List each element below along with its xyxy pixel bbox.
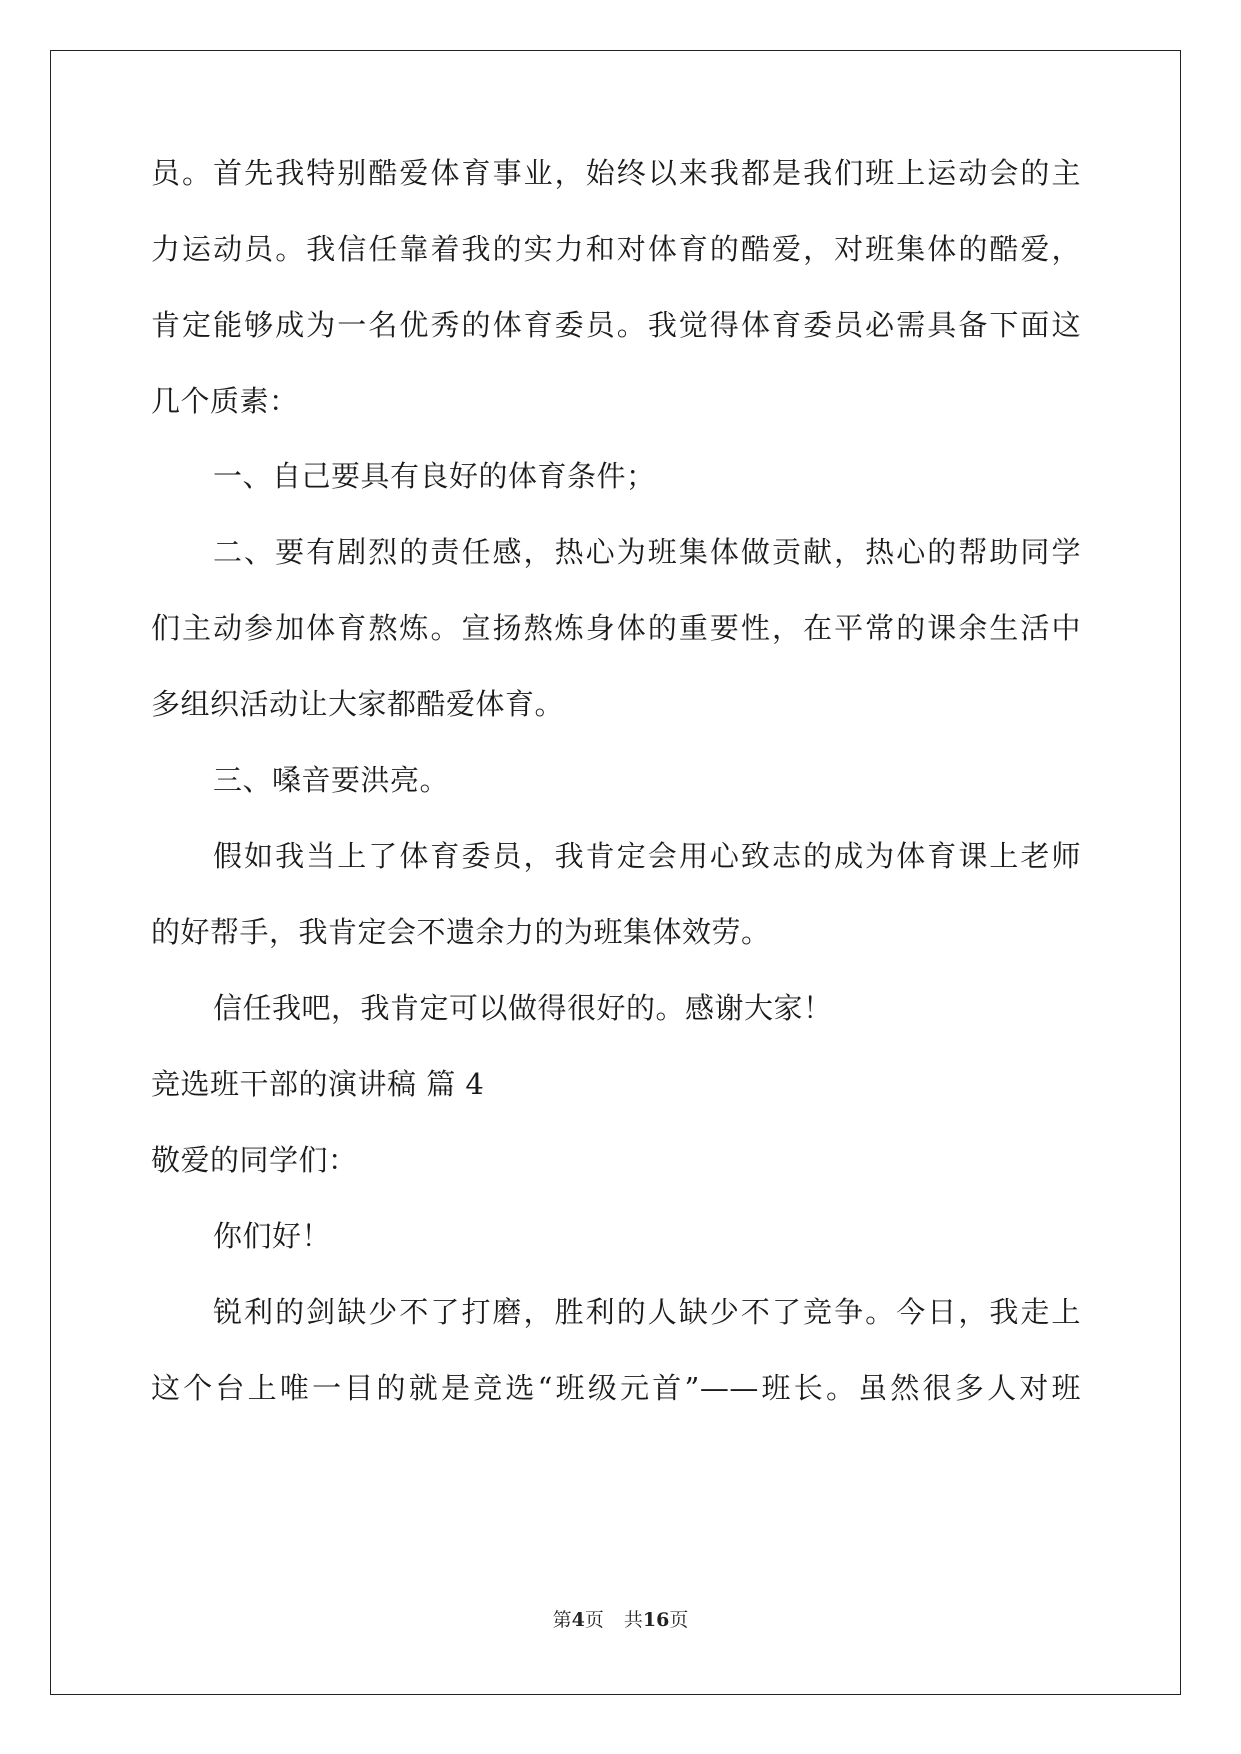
body-line-8: 多组织活动让大家都酷爱体育。 [151,687,565,721]
total-prefix: 共 [623,1609,643,1631]
paragraph-line-12: 信任我吧，我肯定可以做得很好的。感谢大家！ [213,991,833,1025]
page-number: 4 [571,1609,585,1631]
body-line-4: 几个质素： [151,384,299,418]
greeting: 你们好！ [213,1219,332,1253]
paragraph-line-16: 锐利的剑缺少不了打磨，胜利的人缺少不了竞争。今日，我走上 [213,1295,1081,1329]
section-heading: 竞选班干部的演讲稿 篇 4 [151,1067,485,1101]
list-item-3: 三、嗓音要洪亮。 [213,763,450,797]
page-footer [0,1607,1241,1633]
body-line-3: 肯定能够成为一名优秀的体育委员。我觉得体育委员必需具备下面这 [151,308,1081,342]
list-item-1: 一、自己要具有良好的体育条件； [213,459,656,493]
paragraph-line-10: 假如我当上了体育委员，我肯定会用心致志的成为体育课上老师 [213,839,1081,873]
salutation: 敬爱的同学们： [151,1143,358,1177]
page-prefix: 第 [552,1609,572,1631]
total-suffix: 页 [669,1609,689,1631]
page-suffix: 页 [584,1609,604,1631]
list-item-2: 二、要有剧烈的责任感，热心为班集体做贡献，热心的帮助同学 [213,535,1081,569]
paragraph-line-17: 这个台上唯一目的就是竞选“班级元首”——班长。虽然很多人对班 [151,1371,1081,1405]
body-line-7: 们主动参加体育熬炼。宣扬熬炼身体的重要性，在平常的课余生活中 [151,611,1081,645]
body-line-2: 力运动员。我信任靠着我的实力和对体育的酷爱，对班集体的酷爱， [151,232,1081,266]
body-line-1: 员。首先我特别酷爱体育事业，始终以来我都是我们班上运动会的主 [151,156,1081,190]
paragraph-line-11: 的好帮手，我肯定会不遗余力的为班集体效劳。 [151,915,771,949]
total-pages: 16 [642,1609,670,1631]
